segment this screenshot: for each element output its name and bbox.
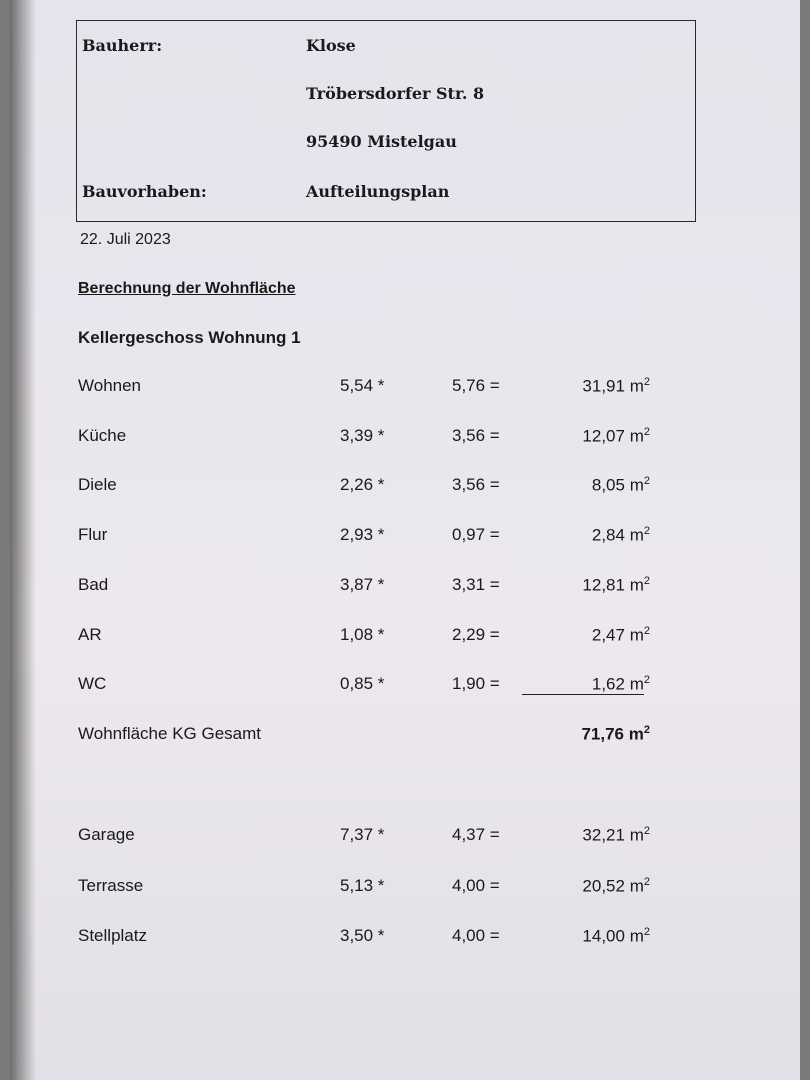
- extra-area: [582, 876, 650, 897]
- room-unit-exp: 2: [643, 425, 650, 438]
- extra-area-value: 14,00: [582, 926, 625, 946]
- extra-unit: m: [629, 825, 644, 845]
- extra-name: Garage: [78, 825, 135, 844]
- room-row: [10, 525, 800, 549]
- room-unit-exp: 2: [643, 674, 650, 687]
- room-area: [592, 475, 650, 496]
- room-unit: m: [629, 674, 644, 694]
- total-area-value: 71,76: [581, 724, 625, 744]
- extra-unit-exp: 2: [643, 926, 650, 938]
- room-unit: m: [629, 575, 644, 595]
- room-width: 3,31 =: [452, 574, 500, 594]
- total-area: [581, 724, 650, 745]
- extra-unit-exp: 2: [643, 875, 650, 888]
- extra-length: 3,50 *: [340, 926, 385, 945]
- extra-width: 4,00 =: [452, 875, 500, 895]
- room-width: 0,97 =: [452, 525, 500, 545]
- extra-area-value: 20,52: [582, 876, 625, 896]
- bauvorhaben-label: Bauvorhaben:: [82, 182, 207, 201]
- room-area-value: 8,05: [591, 476, 625, 496]
- room-length: 5,54 *: [340, 376, 385, 395]
- room-width: 3,56 =: [452, 425, 500, 445]
- bauherr-label: Bauherr:: [82, 36, 163, 55]
- room-name: WC: [78, 674, 107, 694]
- room-unit: m: [629, 426, 644, 446]
- room-area: [582, 575, 650, 596]
- extra-name: Terrasse: [78, 875, 144, 895]
- room-length: 1,08 *: [340, 624, 385, 644]
- total-unit-exp: 2: [643, 724, 650, 736]
- extra-row: [10, 825, 800, 849]
- room-name: Küche: [78, 425, 127, 445]
- room-width: 3,56 =: [452, 475, 500, 495]
- extra-width: 4,00 =: [452, 926, 500, 945]
- extra-row: [10, 926, 800, 950]
- extra-area: [582, 825, 650, 846]
- room-area: [592, 525, 650, 546]
- extra-name: Stellplatz: [78, 926, 147, 945]
- room-name: Flur: [78, 525, 108, 545]
- bauvorhaben-value: Aufteilungsplan: [306, 182, 450, 201]
- room-row: [10, 475, 800, 499]
- room-unit: m: [629, 625, 644, 645]
- room-area: [582, 426, 650, 447]
- room-width: 1,90 =: [452, 674, 500, 694]
- room-unit-exp: 2: [643, 525, 650, 538]
- room-unit: m: [629, 376, 644, 396]
- subsection-title: Kellergeschoss Wohnung 1: [78, 328, 301, 347]
- room-area-value: 12,81: [582, 575, 625, 595]
- room-unit-exp: 2: [643, 624, 650, 637]
- room-row: [10, 376, 800, 400]
- room-area-value: 2,84: [591, 525, 625, 545]
- room-length: 2,26 *: [340, 475, 385, 495]
- room-width: 2,29 =: [452, 624, 500, 644]
- extra-length: 5,13 *: [340, 875, 385, 895]
- total-row: [10, 724, 800, 748]
- room-name: Wohnen: [78, 376, 142, 395]
- room-row: [10, 426, 800, 450]
- extra-unit: m: [629, 926, 644, 946]
- extra-area-value: 32,21: [582, 825, 625, 845]
- extra-length: 7,37 *: [340, 825, 385, 844]
- bauherr-name: Klose: [306, 36, 356, 55]
- extra-row: [10, 876, 800, 900]
- room-unit-exp: 2: [643, 574, 650, 587]
- room-unit: m: [629, 476, 644, 496]
- room-name: Diele: [78, 475, 117, 495]
- room-name: Bad: [78, 574, 109, 594]
- room-length: 2,93 *: [340, 525, 385, 545]
- total-label: Wohnfläche KG Gesamt: [78, 724, 261, 743]
- room-area: [582, 376, 650, 397]
- bauherr-street: Tröbersdorfer Str. 8: [306, 84, 485, 103]
- total-unit: m: [628, 724, 644, 744]
- bauherr-city: 95490 Mistelgau: [306, 132, 457, 151]
- room-name: AR: [78, 624, 102, 644]
- room-unit: m: [629, 525, 644, 545]
- sum-underline: [522, 694, 644, 695]
- room-area-value: 12,07: [582, 426, 625, 446]
- section-title: Berechnung der Wohnfläche: [78, 280, 296, 297]
- room-row: [10, 625, 800, 649]
- document-page: [10, 0, 800, 1080]
- room-length: 0,85 *: [340, 674, 385, 694]
- extra-unit: m: [629, 876, 644, 896]
- document-date: 22. Juli 2023: [80, 231, 171, 248]
- room-row: [10, 674, 800, 698]
- extra-unit-exp: 2: [643, 825, 650, 837]
- room-unit-exp: 2: [643, 376, 650, 388]
- room-area: [592, 674, 650, 695]
- room-length: 3,39 *: [340, 425, 385, 445]
- room-area: [592, 625, 650, 646]
- room-area-value: 2,47: [591, 625, 625, 645]
- extra-width: 4,37 =: [452, 825, 500, 844]
- room-unit-exp: 2: [643, 475, 650, 488]
- room-area-value: 31,91: [582, 376, 625, 396]
- room-area-value: 1,62: [591, 674, 625, 694]
- room-width: 5,76 =: [452, 376, 500, 395]
- extra-area: [582, 926, 650, 947]
- room-length: 3,87 *: [340, 574, 385, 594]
- room-row: [10, 575, 800, 599]
